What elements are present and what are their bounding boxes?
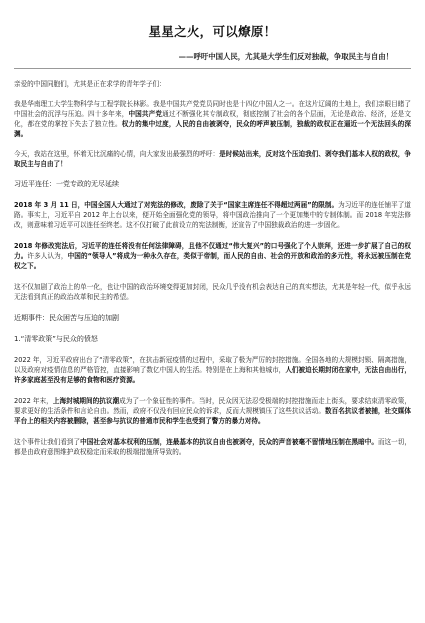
protest-paragraph <box>14 396 411 426</box>
conclusion-paragraph <box>14 437 411 457</box>
conclusion-text-a: 这个事件让我们看到了 <box>14 438 81 446</box>
intro-text-a: 我是华南理工大学生物科学与工程学院长林影。我是中国共产党党员同时也是十四亿中国人之一。在这片辽阔的土地上，我们亲眼目睹了中国社会的沉浮与压迫。四十多年来， <box>14 100 411 118</box>
conclusion-text-c: 而这一切，都是由政府意图维护政权稳定而采取的极端措施所导致的。 <box>14 438 411 456</box>
greeting-paragraph: 亲爱的中国同胞们，尤其是正在求学的青年学子们： <box>14 80 166 88</box>
document-title: 星星之火，可以燎原！ <box>148 24 277 39</box>
protest-text-d: 数百名抗议者被捕，社交媒体平台上的相关内容被删除，甚至参与抗议的普通市民和学生也受到了警方的暴力对待。 <box>14 407 411 425</box>
constitution-text-b: 为习近平的连任铺平了道路。事实上，习近平自 2012 年上台以来，便开始全面强化党的领导，将中国政治推向了一个更加集中的专制体制。而 2018 年宪法修改，则意味着习近平可以连任至终老。这不仅打破了此前设立的宪法制衡，还宣告了中国独裁政治的进一步固化。 <box>14 201 411 229</box>
appeal-text-b: 是时候站出来，反对这个压迫我们、剥夺我们基本人权的政权，争取民主与自由了！ <box>14 150 412 168</box>
intro-text-d: 权力的集中过度，人民的自由被剥夺，民众的呼声被压制，独裁的政权正在逼近一个无法回头的深渊。 <box>14 120 412 138</box>
constitution-paragraph <box>14 200 411 230</box>
reelection-text-a: 2018 年修改宪法后，习近平的连任将没有任何法律障碍，且他不仅通过“伟大复兴”的口号强化了个人崇拜，还进一步扩展了自己的权力。 <box>14 242 411 260</box>
title-divider <box>14 68 411 69</box>
reelection-text-c: 中国的“领导人”将成为一种永久存在，类似于帝制，而人民的自由、社会的开放和政治的多元性，将永远被压制在党权之下。 <box>14 252 412 270</box>
intro-text-c: 通过不断强化其专制政权，彻底控制了社会的各个层面，无论是政治、经济，还是文化，都在党的掌控下失去了独立性。 <box>14 110 412 128</box>
conclusion-text-b: 中国社会对基本权利的压制，连最基本的抗议自由也被剥夺，民众的声音被毫不留情地压制在黑暗中。 <box>80 438 378 446</box>
zero-covid-text-b: 人们被迫长期封闭在家中，无法自由出行，许多家庭甚至没有足够的食物和医疗资源。 <box>14 366 412 384</box>
section-heading-2: 近期事件：民众困苦与压迫的加剧 <box>14 314 119 322</box>
intro-paragraph <box>14 99 411 139</box>
list-heading-1: 1.“清零政策”与民众的愤怒 <box>14 335 98 343</box>
appeal-paragraph <box>14 149 411 169</box>
appeal-text-a: 今天，我站在这里，怀着无比沉痛的心情，向大家发出最强烈的呼吁： <box>14 150 220 158</box>
section-heading-1: 习近平连任：一党专政的无尽延续 <box>14 180 119 188</box>
zero-covid-text-a: 2022 年，习近平政府出台了“清零政策”，在抗击新冠疫情的过程中，采取了极为严厉的封控措施。全国各地的大规模封锁、隔离措施，以及政府对疫情信息的严格管控，直接影响了数亿中国人的生活。特别是在上海和其他城市， <box>14 356 411 374</box>
reelection-paragraph <box>14 241 411 271</box>
reelection-text-b: 许多人认为， <box>27 252 68 260</box>
closure-paragraph: 这不仅加剧了政治上的单一化，也让中国的政治环境变得更加封闭，民众几乎没有机会表达自己的真实想法，尤其是年轻一代，似乎永远无法看到真正的政治改革和民主的希望。 <box>14 283 411 301</box>
document-subtitle: ——呼吁中国人民，尤其是大学生们反对独裁，争取民主与自由！ <box>178 52 393 61</box>
protest-text-c: 成为了一个象征性的事件。当时，民众因无法忍受极端的封控措施而走上街头，要求结束清零政策，要求更好的生活条件和言论自由。然而，政府不仅没有回应民众的诉求，反而大规模镇压了这些抗议活动。 <box>14 397 412 415</box>
intro-text-b: 中国共产党 <box>128 110 163 118</box>
constitution-text-a: 2018 年 3 月 11 日，中国全国人大通过了对宪法的修改，废除了关于“国家主席连任不得超过两届”的限制。 <box>14 201 339 209</box>
protest-text-a: 2022 年末， <box>14 397 53 405</box>
protest-text-b: 上海封城期间的抗议潮 <box>52 397 120 405</box>
zero-covid-paragraph <box>14 355 411 385</box>
